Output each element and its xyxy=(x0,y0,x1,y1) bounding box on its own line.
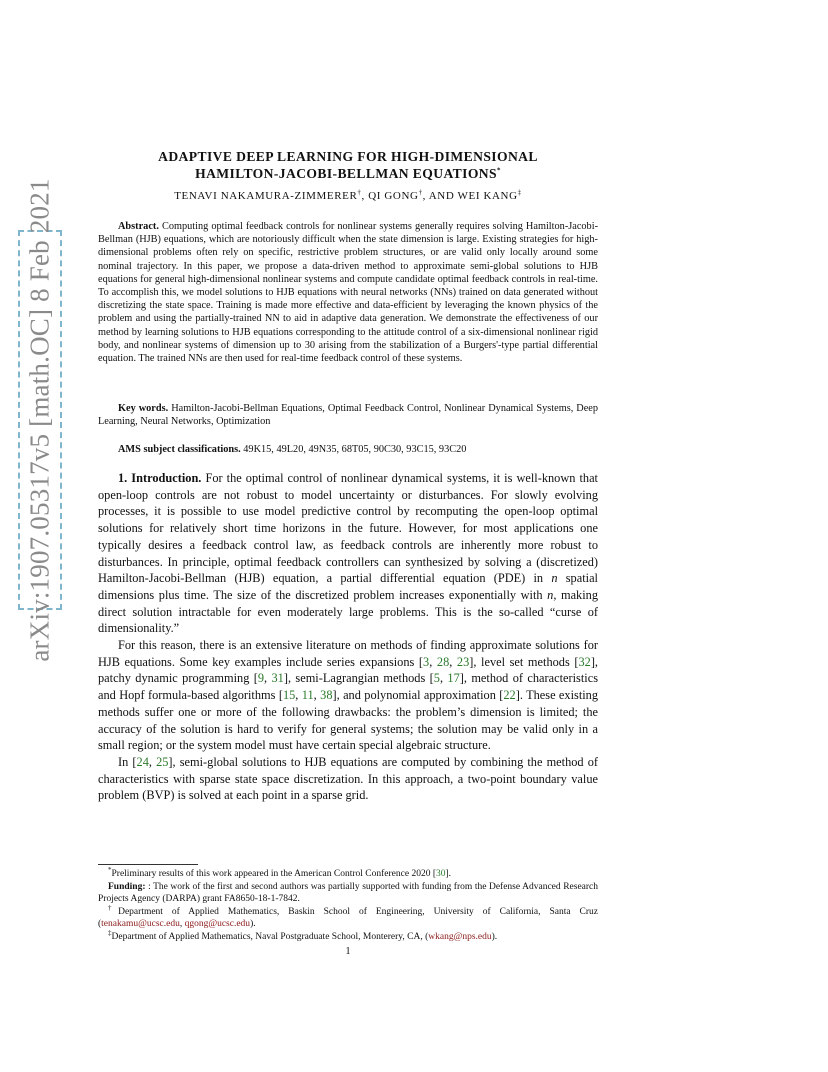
author-3-mark: ‡ xyxy=(517,188,522,197)
author-3: , AND WEI KANG xyxy=(422,190,518,202)
citation-link[interactable]: 31 xyxy=(271,671,284,686)
citation-link[interactable]: 28 xyxy=(436,654,450,669)
var-n-2: n xyxy=(547,587,554,602)
citation-link[interactable]: 22 xyxy=(503,688,516,703)
citation-link[interactable]: 15 xyxy=(282,688,296,703)
arxiv-identifier[interactable]: arXiv:1907.05317v5 [math.OC] 8 Feb 2021 xyxy=(24,178,55,662)
citation-link[interactable]: 24 xyxy=(136,754,149,769)
email-link[interactable]: qgong@ucsc.edu xyxy=(184,919,251,929)
footnote-1-text: Preliminary results of this work appeared in the American Control Conference 2020 [ xyxy=(111,869,436,879)
p2-c: ], patchy dynamic programming [ xyxy=(98,654,599,686)
section-heading: 1. Introduction. xyxy=(118,471,202,485)
footnote-rule xyxy=(98,864,198,865)
p2-g: ]. These existing methods suffer one or more of the following drawbacks: the problem’s dimension is limited; the accuracy of the solution is hard to verify for general systems; the solution may be valid only in a small region; or the system model must have certain special algebraic structure. xyxy=(98,688,599,753)
title-footnote-mark: * xyxy=(496,166,501,175)
affiliation-2-end: ). xyxy=(491,932,498,942)
footnote-preliminary xyxy=(98,865,598,880)
citation-link[interactable]: 17 xyxy=(447,671,460,686)
intro-paragraph-1 xyxy=(98,470,598,637)
p2-b: ], level set methods [ xyxy=(469,654,579,669)
citation-link[interactable]: 38 xyxy=(320,688,333,703)
citation-link[interactable]: 9 xyxy=(257,671,265,686)
author-1-mark: † xyxy=(357,188,362,197)
p3-b: ], semi-global solutions to HJB equations are computed by combining the method of characteristics with sparse state space discretization. In this approach, a two-point boundary value problem (BVP) is solved at each point in a sparse grid. xyxy=(98,754,598,803)
citation-link[interactable]: 25 xyxy=(156,754,169,769)
citation-link[interactable]: 11 xyxy=(301,688,314,703)
ams-label: AMS subject classifications. xyxy=(118,444,241,455)
funding-text: : The work of the first and second authors was partially supported with funding from the Defense Advanced Research Projects Agency (DARPA) grant FA8650-18-1-7842. xyxy=(98,882,599,904)
ams-classifications xyxy=(98,443,598,456)
email-link[interactable]: tenakamu@ucsc.edu xyxy=(101,919,180,929)
abstract xyxy=(98,220,598,365)
intro-paragraph-3: In [24, 25], semi-global solutions to HJB equations are computed by combining the method of characteristics with sparse state space discretization. In this approach, a two-point boundary value problem (BVP) is solved at each point in a sparse grid. xyxy=(98,754,598,803)
main-body xyxy=(98,470,598,804)
footnote-affiliation-1 xyxy=(98,903,599,930)
title-line-2-text: HAMILTON-JACOBI-BELLMAN EQUATIONS xyxy=(195,166,497,181)
citation-link[interactable]: 5 xyxy=(433,671,440,686)
ams-text: 49K15, 49L20, 49N35, 68T05, 90C30, 93C15, 93C20 xyxy=(243,444,467,455)
footnote-funding xyxy=(98,881,598,905)
footnote-1-end: ]. xyxy=(445,869,452,879)
funding-label: Funding: xyxy=(108,882,146,892)
intro-paragraph-2: For this reason, there is an extensive literature on methods of finding approximate solutions for HJB equations. Some key examples include series expansions [3, 28, 23], level set methods [32], patchy dynamic programming [9, 31], semi-Lagrangian methods [5, 17], method of characteristics and Hopf formula-based algorithms [15, 11, 38], and polynomial approximation [22]. These existing methods suffer one or more of the following drawbacks: the problem’s dimension is limited; the accuracy of the solution is hard to verify for general systems; the solution may be valid only in a small region; or the system model must have certain special algebraic structure. xyxy=(98,638,599,753)
citation-link[interactable]: 30 xyxy=(436,869,446,879)
p3-a: In [ xyxy=(118,754,137,769)
author-list xyxy=(98,190,598,202)
abstract-text: Computing optimal feedback controls for nonlinear systems generally requires solving Hamilton-Jacobi-Bellman (HJB) equations, which are notoriously difficult when the state dimension is large. Existing strategies for high-dimensional problems often rely on specific, restrictive problem structures, or are valid only locally around some nominal trajectory. In this paper, we propose a data-driven method to approximate semi-global solutions to HJB equations for general high-dimensional nonlinear systems and compute candidate optimal feedback controls in real-time. To accomplish this, we model solutions to HJB equations with neural networks (NNs) trained on data generated without discretizing the state space. Training is made more effective and data-efficient by leveraging the known physics of the problem and using the partially-trained NN to aid in adaptive data generation. We demonstrate the effectiveness of our method by learning solutions to HJB equations corresponding to the attitude control of a six-dimensional nonlinear rigid body, and nonlinear systems of dimension up to 30 arising from the stabilization of a Burgers'-type partial differential equation. The trained NNs are then used for real-time feedback control of these systems. xyxy=(98,221,598,365)
keywords xyxy=(98,402,598,428)
email-separator: , xyxy=(179,919,185,929)
paper-title xyxy=(98,148,598,182)
footnote-affiliation-2 xyxy=(98,928,598,943)
keywords-label: Key words. xyxy=(118,403,169,414)
intro-p1-text: For the optimal control of nonlinear dynamical systems, it is well-known that open-loop controls are not robust to model uncertainty or disturbances. For slowly evolving processes, it is possible to use model predictive control by recomputing the open-loop optimal solutions for relatively short time horizons in the future. However, for most applications one typically desires a feedback control law, as feedback controls are inherently more robust to disturbances. In principle, optimal feedback controllers can synthesized by solving a (discretized) Hamilton-Jacobi-Bellman (HJB) equation, a partial differential equation (PDE) in xyxy=(98,471,598,586)
email-link[interactable]: wkang@nps.edu xyxy=(428,932,492,942)
intro-p1c-text: , making direct solution intractable for even moderately large problems. This is the so-called “curse of dimensionality.” xyxy=(98,587,599,636)
title-line-1: ADAPTIVE DEEP LEARNING FOR HIGH-DIMENSIONAL xyxy=(158,149,538,164)
footnote-mark: * xyxy=(108,865,112,874)
abstract-label: Abstract. xyxy=(118,221,159,232)
keywords-text: Hamilton-Jacobi-Bellman Equations, Optimal Feedback Control, Nonlinear Dynamical Systems, Deep Learning, Neural Networks, Optimization xyxy=(98,403,599,428)
p2-a: For this reason, there is an extensive literature on methods of finding approximate solutions for HJB equations. Some key examples include series expansions [ xyxy=(98,638,598,669)
p2-d: ], semi-Lagrangian methods [ xyxy=(283,671,434,686)
affiliation-1-end: ). xyxy=(250,919,256,929)
citation-link[interactable]: 23 xyxy=(456,654,470,669)
author-2: , QI GONG xyxy=(361,190,419,202)
intro-p1b-text: spatial dimensions plus time. The size of the discretized problem increases exponentially with xyxy=(98,571,598,602)
affiliation-2-text: Department of Applied Mathematics, Naval Postgraduate School, Monterery, CA, ( xyxy=(111,932,429,942)
citation-link[interactable]: 32 xyxy=(578,654,591,669)
footnote-mark: † xyxy=(108,903,119,912)
citation-link[interactable]: 3 xyxy=(423,654,430,669)
footnote-mark: ‡ xyxy=(108,928,112,937)
title-line-2 xyxy=(98,165,598,182)
affiliation-1-text: Department of Applied Mathematics, Baskin School of Engineering, University of California, Santa Cruz ( xyxy=(98,907,599,929)
author-2-mark: † xyxy=(418,188,423,197)
author-1: TENAVI NAKAMURA-ZIMMERER xyxy=(174,190,358,202)
page-number: 1 xyxy=(345,946,351,957)
p2-e: ], method of characteristics and Hopf formula-based algorithms [ xyxy=(98,671,598,703)
var-n-1: n xyxy=(551,571,558,586)
footnotes xyxy=(98,865,599,944)
p2-f: ], and polynomial approximation [ xyxy=(332,688,504,703)
